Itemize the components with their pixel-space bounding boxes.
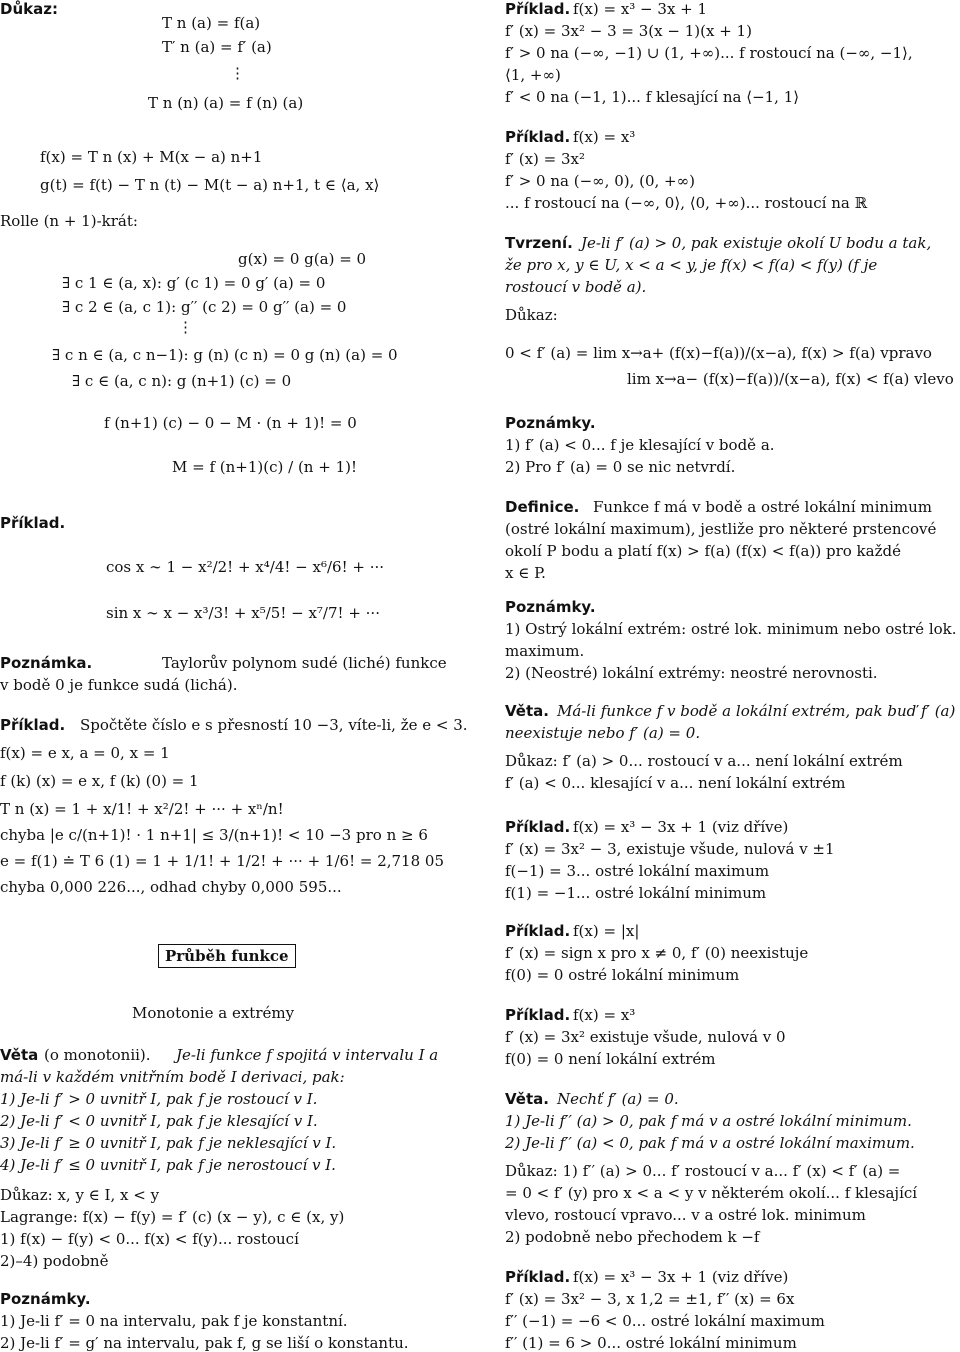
text-line-left-44: 1) Je-li f′ = 0 na intervalu, pak f je konstantní.: [0, 1312, 348, 1330]
text-line-left-35: 1) Je-li f′ > 0 uvnitř I, pak f je rostoucí v I.: [0, 1090, 318, 1108]
text-line-left-26: T n (x) = 1 + x/1! + x²/2! + ··· + xⁿ/n!: [0, 800, 284, 818]
text-line-right-25: x ∈ P.: [505, 564, 546, 582]
text-line-right-4: ⟨1, +∞): [505, 66, 561, 84]
text-line-left-5: f(x) = T n (x) + M(x − a) n+1: [40, 148, 263, 166]
text-line-right-2: f′ (x) = 3x² − 3 = 3(x − 1)(x + 1): [505, 22, 752, 40]
text-line-left-30: Monotonie a extrémy: [132, 1004, 295, 1022]
text-line-right-24: okolí P bodu a platí f(x) > f(a) (f(x) < f(a)) pro každé: [505, 542, 901, 560]
text-line-left-42: 2)–4) podobně: [0, 1252, 109, 1270]
text-line-right-42: f′ (x) = sign x pro x ≠ 0, f′ (0) neexistuje: [505, 944, 809, 962]
text-line-right-34: f′ (a) < 0... klesající v a... není lokální extrém: [505, 774, 846, 792]
text-line-right-15: Důkaz:: [505, 306, 558, 324]
text-line-left-45: 2) Je-li f′ = g′ na intervalu, pak f, g se liší o konstantu.: [0, 1334, 409, 1352]
text-line-left-37: 3) Je-li f′ ≥ 0 uvnitř I, pak f je neklesající v I.: [0, 1134, 337, 1152]
text-line-left-11: ⋮: [178, 318, 193, 336]
text-line-right-27: 1) Ostrý lokální extrém: ostré lok. minimum nebo ostré lok.: [505, 620, 957, 638]
text-line-left-14: f (n+1) (c) − 0 − M · (n + 1)! = 0: [104, 414, 357, 432]
text-line-right-9: f′ > 0 na (−∞, 0), (0, +∞): [505, 172, 695, 190]
text-line-left-9: ∃ c 1 ∈ (a, x): g′ (c 1) = 0 g′ (a) = 0: [62, 274, 326, 292]
text-line-right-29: 2) (Neostré) lokální extrémy: neostré nerovnosti.: [505, 664, 878, 682]
text-line-right-41: f(x) = |x|: [573, 922, 640, 940]
text-line-right-5: f′ < 0 na (−1, 1)... f klesající na ⟨−1, 1⟩: [505, 88, 800, 106]
label-right-0: Příklad.: [505, 0, 571, 18]
text-line-left-4: T n (n) (a) = f (n) (a): [148, 94, 304, 112]
text-line-left-34: má-li v každém vnitřním bodě I derivaci, pak:: [0, 1068, 345, 1086]
text-line-right-39: f(1) = −1... ostré lokální minimum: [505, 884, 767, 902]
text-line-left-23: Spočtěte číslo e s přesností 10 −3, víte-li, že e < 3.: [80, 716, 468, 734]
text-line-left-15: M = f (n+1)(c) / (n + 1)!: [172, 458, 357, 476]
text-line-right-54: vlevo, rostoucí vpravo... v a ostré lok. minimum: [505, 1206, 866, 1224]
text-line-left-3: ⋮: [230, 64, 245, 82]
label-right-18: Poznámky.: [505, 414, 596, 432]
text-line-right-46: f′ (x) = 3x² existuje všude, nulová v 0: [505, 1028, 786, 1046]
text-line-right-47: f(0) = 0 není lokální extrém: [505, 1050, 716, 1068]
text-line-right-10: ... f rostoucí na (−∞, 0⟩, ⟨0, +∞)... rostoucí na ℝ: [505, 194, 868, 212]
text-line-right-19: 1) f′ (a) < 0... f je klesající v bodě a.: [505, 436, 775, 454]
text-line-left-6: g(t) = f(t) − T n (t) − M(t − a) n+1, t ∈ ⟨a, x⟩: [40, 176, 380, 194]
text-line-left-17: cos x ∼ 1 − x²/2! + x⁴/4! − x⁶/6! + ···: [106, 558, 385, 576]
text-line-left-40: Lagrange: f(x) − f(y) = f′ (c) (x − y), c ∈ (x, y): [0, 1208, 345, 1226]
text-line-left-12: ∃ c n ∈ (a, c n−1): g (n) (c n) = 0 g (n) (a) = 0: [52, 346, 398, 364]
text-line-right-50: 1) Je-li f′′ (a) > 0, pak f má v a ostré lokální minimum.: [505, 1112, 912, 1130]
text-line-right-20: 2) Pro f′ (a) = 0 se nic netvrdí.: [505, 458, 736, 476]
label-right-30: Věta.: [505, 702, 549, 720]
text-line-right-17: lim x→a− (f(x)−f(a))/(x−a), f(x) < f(a) vlevo: [627, 370, 954, 388]
text-line-left-1: T n (a) = f(a): [162, 14, 261, 32]
text-line-left-33: Je-li funkce f spojitá v intervalu I a: [176, 1046, 439, 1064]
text-line-left-13: ∃ c ∈ (a, c n): g (n+1) (c) = 0: [72, 372, 292, 390]
text-line-left-7: Rolle (n + 1)-krát:: [0, 212, 138, 230]
label-left-19: Poznámka.: [0, 654, 93, 672]
text-line-left-32: (o monotonii).: [44, 1046, 151, 1064]
text-line-right-16: 0 < f′ (a) = lim x→a+ (f(x)−f(a))/(x−a), f(x) > f(a) vpravo: [505, 344, 932, 362]
label-left-16: Příklad.: [0, 514, 66, 532]
text-line-left-10: ∃ c 2 ∈ (a, c 1): g′′ (c 2) = 0 g′′ (a) = 0: [62, 298, 347, 316]
label-right-26: Poznámky.: [505, 598, 596, 616]
text-line-right-31: Má-li funkce f v bodě a lokální extrém, pak buď f′ (a): [557, 702, 956, 720]
text-line-left-8: g(x) = 0 g(a) = 0: [238, 250, 367, 268]
label-right-48: Věta.: [505, 1090, 549, 1108]
text-line-right-49: Nechť f′ (a) = 0.: [557, 1090, 679, 1108]
text-line-right-33: Důkaz: f′ (a) > 0... rostoucí v a... není lokální extrém: [505, 752, 903, 770]
text-line-left-38: 4) Je-li f′ ≤ 0 uvnitř I, pak f je nerostoucí v I.: [0, 1156, 336, 1174]
text-line-right-45: f(x) = x³: [573, 1006, 636, 1024]
label-right-44: Příklad.: [505, 1006, 571, 1024]
label-right-35: Příklad.: [505, 818, 571, 836]
text-line-right-1: f(x) = x³ − 3x + 1: [573, 0, 708, 18]
text-line-right-58: f′ (x) = 3x² − 3, x 1,2 = ±1, f′′ (x) = 6x: [505, 1290, 795, 1308]
text-line-right-36: f(x) = x³ − 3x + 1 (viz dříve): [573, 818, 789, 836]
text-line-right-59: f′′ (−1) = −6 < 0... ostré lokální maximum: [505, 1312, 825, 1330]
text-line-right-14: rostoucí v bodě a).: [505, 278, 647, 296]
text-line-right-43: f(0) = 0 ostré lokální minimum: [505, 966, 740, 984]
text-line-right-12: Je-li f′ (a) > 0, pak existuje okolí U bodu a tak,: [581, 234, 932, 252]
text-line-right-57: f(x) = x³ − 3x + 1 (viz dříve): [573, 1268, 789, 1286]
label-left-0: Důkaz:: [0, 0, 58, 18]
text-line-left-36: 2) Je-li f′ < 0 uvnitř I, pak f je klesající v I.: [0, 1112, 318, 1130]
text-line-right-28: maximum.: [505, 642, 585, 660]
text-line-right-53: = 0 < f′ (y) pro x < a < y v některém okolí... f klesající: [505, 1184, 918, 1202]
text-line-right-23: (ostré lokální maximum), jestliže pro některé prstencové: [505, 520, 937, 538]
text-line-left-39: Důkaz: x, y ∈ I, x < y: [0, 1186, 160, 1204]
text-line-left-21: v bodě 0 je funkce sudá (lichá).: [0, 676, 238, 694]
label-right-11: Tvrzení.: [505, 234, 573, 252]
text-line-left-41: 1) f(x) − f(y) < 0... f(x) < f(y)... rostoucí: [0, 1230, 299, 1248]
text-line-right-13: že pro x, y ∈ U, x < a < y, je f(x) < f(a) < f(y) (f je: [505, 256, 878, 274]
text-line-left-29: chyba 0,000 226..., odhad chyby 0,000 595...: [0, 878, 342, 896]
label-right-40: Příklad.: [505, 922, 571, 940]
text-line-right-32: neexistuje nebo f′ (a) = 0.: [505, 724, 701, 742]
label-left-22: Příklad.: [0, 716, 66, 734]
label-right-56: Příklad.: [505, 1268, 571, 1286]
text-line-left-2: T′ n (a) = f′ (a): [162, 38, 272, 56]
text-line-right-37: f′ (x) = 3x² − 3, existuje všude, nulová v ±1: [505, 840, 835, 858]
text-line-right-60: f′′ (1) = 6 > 0... ostré lokální minimum: [505, 1334, 797, 1352]
text-line-left-25: f (k) (x) = e x, f (k) (0) = 1: [0, 772, 199, 790]
text-line-left-28: e = f(1) ≐ T 6 (1) = 1 + 1/1! + 1/2! + ··· + 1/6! = 2,718 05: [0, 852, 444, 870]
label-left-43: Poznámky.: [0, 1290, 91, 1308]
text-line-right-38: f(−1) = 3... ostré lokální maximum: [505, 862, 770, 880]
text-line-right-3: f′ > 0 na (−∞, −1) ∪ (1, +∞)... f rostoucí na (−∞, −1⟩,: [505, 44, 913, 62]
text-line-left-20: Taylorův polynom sudé (liché) funkce: [162, 654, 447, 672]
text-line-right-52: Důkaz: 1) f′′ (a) > 0... f′ rostoucí v a... f′ (x) < f′ (a) =: [505, 1162, 901, 1180]
section-heading-box: Průběh funkce: [158, 944, 296, 968]
label-left-31: Věta: [0, 1046, 39, 1064]
label-right-21: Definice.: [505, 498, 580, 516]
text-line-left-18: sin x ∼ x − x³/3! + x⁵/5! − x⁷/7! + ···: [106, 604, 380, 622]
text-line-left-27: chyba |e c/(n+1)! · 1 n+1| ≤ 3/(n+1)! < 10 −3 pro n ≥ 6: [0, 826, 428, 844]
text-line-left-24: f(x) = e x, a = 0, x = 1: [0, 744, 170, 762]
text-line-right-22: Funkce f má v bodě a ostré lokální minimum: [593, 498, 932, 516]
label-right-6: Příklad.: [505, 128, 571, 146]
text-line-right-7: f(x) = x³: [573, 128, 636, 146]
text-line-right-51: 2) Je-li f′′ (a) < 0, pak f má v a ostré lokální maximum.: [505, 1134, 915, 1152]
text-line-right-55: 2) podobně nebo přechodem k −f: [505, 1228, 760, 1246]
text-line-right-8: f′ (x) = 3x²: [505, 150, 586, 168]
